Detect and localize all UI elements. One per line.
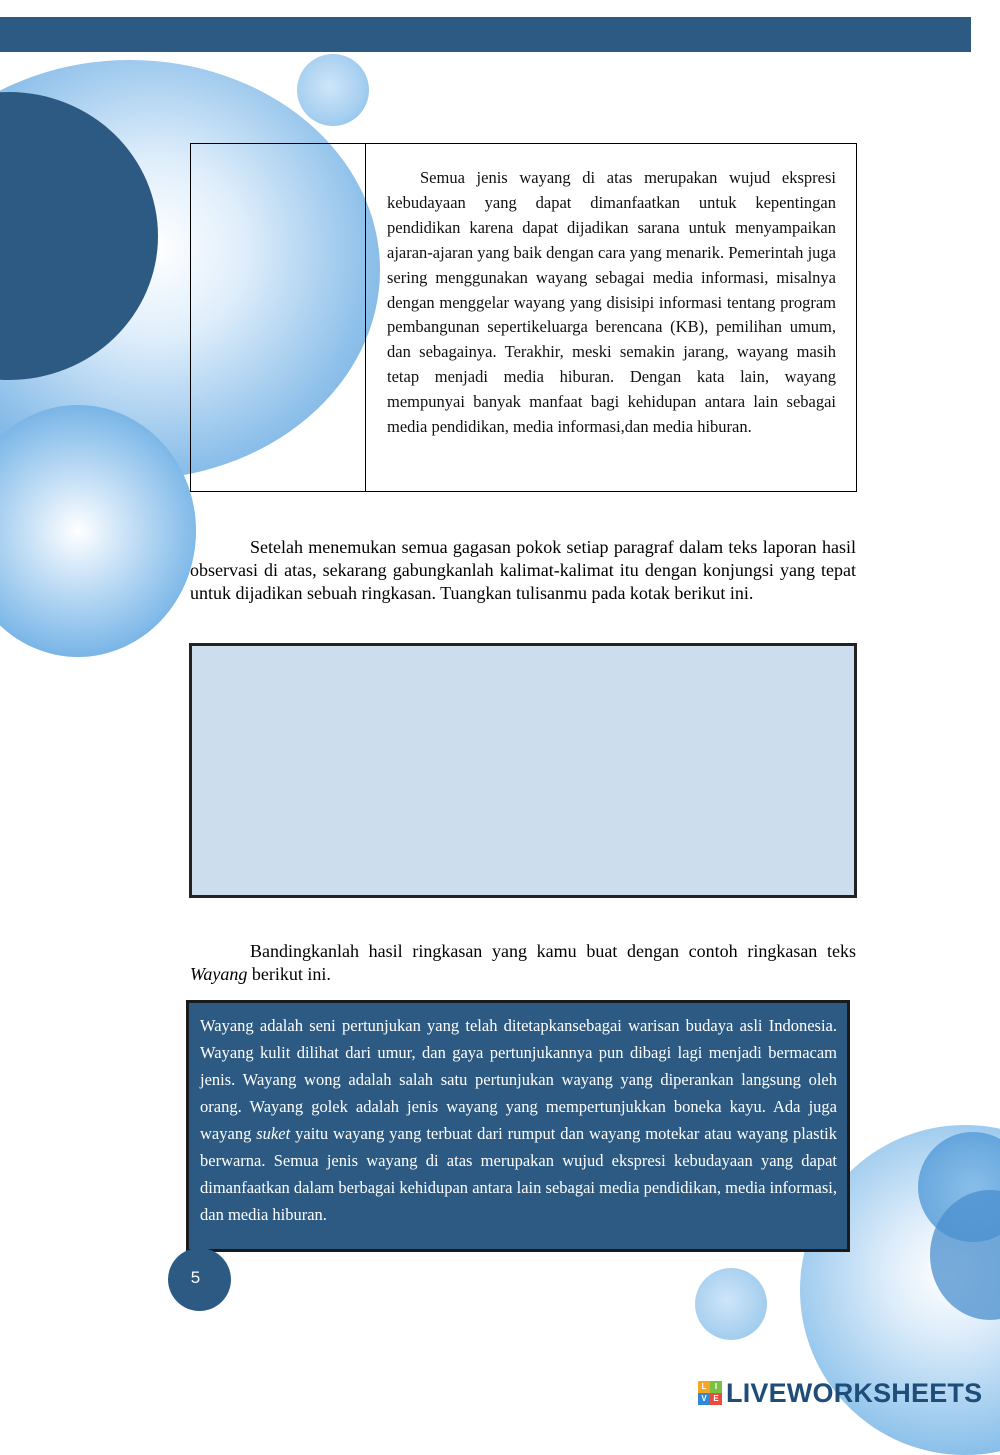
- summary-after: yaitu wayang yang terbuat dari rumput dan wayang motekar atau wayang plastik berwarna. Semua jenis wayang di atas merupakan wujud ekspresi kebudayaan yang dapat dimanfaatkan dalam berbagai kehidupan antara lain sebagai media pendidikan, media informasi, dan media hiburan.: [200, 1124, 837, 1224]
- table-empty-cell: [191, 144, 366, 491]
- logo-letter: I: [710, 1381, 722, 1393]
- logo-letter: V: [698, 1393, 710, 1405]
- content-table: [190, 143, 857, 492]
- logo-letter: L: [698, 1381, 710, 1393]
- table-text-cell: [366, 144, 856, 491]
- instruction-text-1: Setelah menemukan semua gagasan pokok setiap paragraf dalam teks laporan hasil observasi di atas, sekarang gabungkanlah kalimat-kalimat itu dengan konjungsi yang tepat untuk dijadikan sebuah ringkasan. Tuangkan tulisanmu pada kotak berikut ini.: [190, 537, 856, 603]
- instruction-2-before: Bandingkanlah hasil ringkasan yang kamu buat dengan contoh ringkasan teks: [250, 941, 856, 961]
- summary-answer-box[interactable]: [189, 643, 857, 898]
- header-bar: [0, 17, 971, 52]
- summary-italic: suket: [256, 1124, 291, 1143]
- table-paragraph: Semua jenis wayang di atas merupakan wujud ekspresi kebudayaan yang dapat dimanfaatkan untuk kepentingan pendidikan karena dapat dijadikan sarana untuk menyampaikan ajaran-ajaran yang baik dengan cara yang menarik. Pemerintah juga sering menggunakan wayang sebagai media informasi, misalnya dengan menggelar wayang yang disisipi informasi tentang program pembangunan sepertikeluarga berencana (KB), pemilihan umum, dan sebagainya. Terakhir, meski semakin jarang, wayang masih tetap menjadi media hiburan. Dengan kata lain, wayang mempunyai banyak manfaat bagi kehidupan antara lain sebagai media pendidikan, media informasi,dan media hiburan.: [387, 168, 836, 437]
- decorative-circle-small-top: [297, 54, 369, 126]
- liveworksheets-text: LIVEWORKSHEETS: [726, 1377, 983, 1408]
- instruction-2-italic: Wayang: [190, 964, 248, 984]
- instruction-paragraph-2: [190, 940, 856, 986]
- page-number: 5: [168, 1248, 231, 1311]
- instruction-2-after: berikut ini.: [247, 964, 331, 984]
- instruction-paragraph-1: [190, 536, 856, 605]
- liveworksheets-icon: [698, 1381, 722, 1405]
- liveworksheets-logo: [698, 1376, 982, 1410]
- instruction-text-2: [190, 940, 856, 986]
- logo-letter: E: [710, 1393, 722, 1405]
- decorative-circle-small-bottom: [695, 1268, 767, 1340]
- example-summary-text: [200, 1012, 837, 1228]
- example-summary-box: [186, 1000, 850, 1252]
- summary-before: Wayang adalah seni pertunjukan yang telah ditetapkansebagai warisan budaya asli Indonesia. Wayang kulit dilihat dari umur, dan gaya pertunjukannya pun dibagi lagi menjadi bermacam jenis. Wayang wong adalah salah satu pertunjukan wayang yang diperankan langsung oleh orang. Wayang golek adalah jenis wayang yang mempertunjukkan boneka kayu. Ada juga wayang: [200, 1016, 837, 1143]
